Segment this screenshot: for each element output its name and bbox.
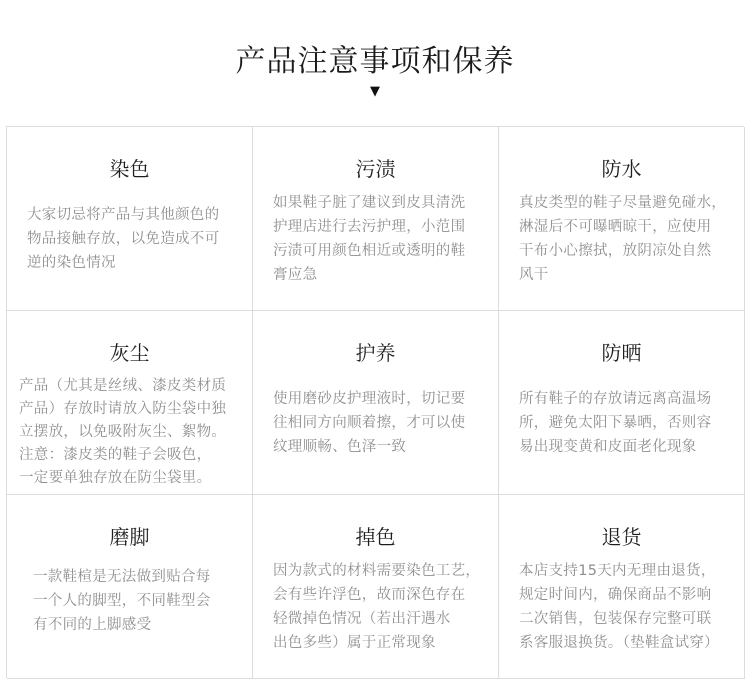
card-title: 掉色 bbox=[355, 525, 396, 549]
card-title: 退货 bbox=[601, 525, 642, 549]
card-body: 所有鞋子的存放请远离高温场 所，避免太阳下暴晒，否则容 易出现变黄和皮面老化现象 bbox=[519, 391, 712, 455]
card-returns bbox=[499, 495, 745, 679]
card-care bbox=[253, 311, 499, 495]
card-title: 护养 bbox=[355, 341, 396, 365]
card-sun bbox=[499, 311, 745, 495]
card-body: 一款鞋楦是无法做到贴合每 一个人的脚型，不同鞋型会 有不同的上脚感受 bbox=[33, 569, 211, 633]
card-body: 真皮类型的鞋子尽量避免碰水， 淋湿后不可曝晒晾干，应使用 干布小心擦拭，放阴凉处自然 风干 bbox=[519, 195, 727, 283]
card-body: 大家切忌将产品与其他颜色的 物品接触存放，以免造成不可 逆的染色情况 bbox=[27, 207, 220, 271]
care-grid bbox=[6, 126, 744, 678]
card-body: 使用磨砂皮护理液时，切记要 往相同方向顺着擦，才可以使 纹理顺畅、色泽一致 bbox=[273, 391, 466, 455]
card-title: 防晒 bbox=[601, 341, 642, 365]
page-title: 产品注意事项和保养 bbox=[235, 44, 515, 79]
card-fit bbox=[7, 495, 253, 679]
card-body: 本店支持15天内无理由退货， 规定时间内，确保商品不影响 二次销售，包装保存完整可联 系客服退换货。（垫鞋盒试穿） bbox=[519, 563, 719, 651]
card-title: 污渍 bbox=[355, 157, 396, 181]
card-title: 染色 bbox=[109, 157, 150, 181]
card-body: 因为款式的材料需要染色工艺， 会有些许浮色，故而深色存在 轻微掉色情况（若出汗遇水 出色多些）属于正常现象 bbox=[273, 563, 481, 651]
card-dyeing bbox=[7, 127, 253, 311]
card-title: 磨脚 bbox=[109, 525, 150, 549]
card-body: 如果鞋子脏了建议到皮具清洗 护理店进行去污护理，小范围 污渍可用颜色相近或透明的鞋 膏应急 bbox=[273, 195, 466, 283]
card-fading bbox=[253, 495, 499, 679]
card-body: 产品（尤其是丝绒、漆皮类材质 产品）存放时请放入防尘袋中独 立摆放，以免吸附灰尘、絮物。 注意：漆皮类的鞋子会吸色， 一定要单独存放在防尘袋里。 bbox=[19, 378, 227, 486]
card-title: 灰尘 bbox=[109, 341, 150, 365]
card-dust bbox=[7, 311, 253, 495]
card-waterproof bbox=[499, 127, 745, 311]
card-title: 防水 bbox=[601, 157, 642, 181]
card-stains bbox=[253, 127, 499, 311]
chevron-down-icon: ▼ bbox=[370, 84, 380, 99]
